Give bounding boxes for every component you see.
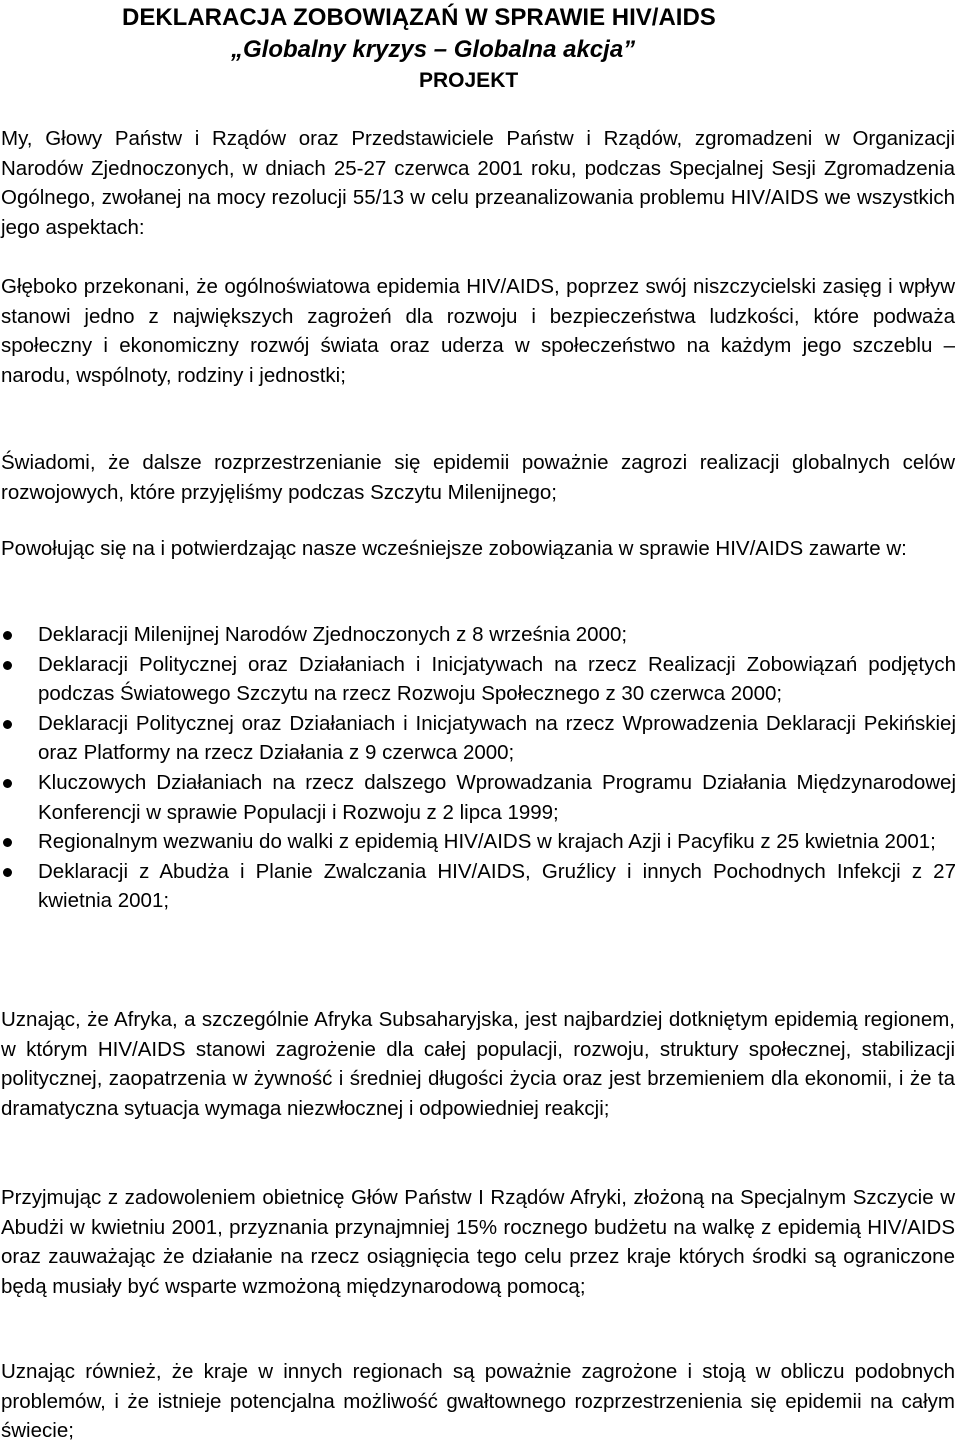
bullet-icon [3,661,12,670]
list-item [0,827,956,857]
list-item-text: Deklaracji Politycznej oraz Działaniach i Inicjatywach na rzecz Realizacji Zobowiązań podjętych podczas Światowego Szczytu na rzecz Rozwoju Społecznego z 30 czerwca 2000; [38,652,956,706]
commitments-list [0,620,956,916]
paragraph-recalling: Powołując się na i potwierdzając nasze wcześniejsze zobowiązania w sprawie HIV/AIDS zawarte w: [1,537,907,560]
bullet-icon [3,631,12,640]
paragraph-aware: Świadomi, że dalsze rozprzestrzenianie się epidemii poważnie zagrozi realizacji globalnych celów rozwojowych, które przyjęliśmy podczas Szczytu Milenijnego; [1,451,955,504]
paragraph-africa: Uznając, że Afryka, a szczególnie Afryka Subsaharyjska, jest najbardziej dotkniętym epidemią regionem, w którym HIV/AIDS stanowi zagrożenie dla całej populacji, rozwoju, struktury społecznej, stabilizacji politycznej, zaopatrzenia w żywność i średniej długości życia oraz jest brzemieniem dla ekonomii, i że ta dramatyczna sytuacja wymaga niezwłocznej i odpowiedniej reakcji; [1,1008,955,1120]
list-item [0,857,956,916]
list-item [0,709,956,768]
list-item-text: Regionalnym wezwaniu do walki z epidemią HIV/AIDS w krajach Azji i Pacyfiku z 25 kwietnia 2001; [38,830,936,854]
title-draft-label: PROJEKT [419,69,519,92]
list-item [0,620,956,650]
list-item-text: Kluczowych Działaniach na rzecz dalszego Wprowadzania Programu Działania Międzynarodowej Konferencji w sprawie Populacji i Rozwoju z 2 lipca 1999; [38,770,956,824]
title-main: DEKLARACJA ZOBOWIĄZAŃ W SPRAWIE HIV/AIDS [122,4,716,31]
list-item [0,768,956,827]
document-title [0,2,960,96]
paragraph-deeply-convinced: Głęboko przekonani, że ogólnoświatowa epidemia HIV/AIDS, poprzez swój niszczycielski zasięg i wpływ stanowi jedno z największych zagrożeń dla rozwoju i bezpieczeństwa ludzkości, które podważa społeczny i ekonomiczny rozwój świata oraz uderza w społeczeństwo na każdym jego szczeblu – narodu, wspólnoty, rodziny i jednostki; [1,275,955,387]
list-item [0,650,956,709]
paragraph-welcoming-pledge: Przyjmując z zadowoleniem obietnicę Głów Państw I Rządów Afryki, złożoną na Specjalnym Szczycie w Abudżi w kwietniu 2001, przyznania przynajmniej 15% rocznego budżetu na walkę z epidemią HIV/AIDS oraz zauważając że działanie na rzecz osiągnięcia tego celu przez kraje których środki są ograniczone będą musiały być wsparte wzmożoną międzynarodową pomocą; [1,1186,955,1298]
paragraph-preamble: My, Głowy Państw i Rządów oraz Przedstawiciele Państw i Rządów, zgromadzeni w Organizacji Narodów Zjednoczonych, w dniach 25-27 czerwca 2001 roku, podczas Specjalnej Sesji Zgromadzenia Ogólnego, zwołanej na mocy rezolucji 55/13 w celu przeanalizowania problemu HIV/AIDS we wszystkich jego aspektach: [1,127,955,239]
bullet-icon [3,779,12,788]
title-subtitle: „Globalny kryzys – Globalna akcja” [231,36,636,63]
list-item-text: Deklaracji Milenijnej Narodów Zjednoczonych z 8 września 2000; [38,623,628,646]
list-item-text: Deklaracji z Abudża i Planie Zwalczania HIV/AIDS, Gruźlicy i innych Pochodnych Infekcji z 27 kwietnia 2001; [38,859,956,913]
bullet-icon [3,720,12,729]
paragraph-other-regions: Uznając również, że kraje w innych regionach są poważnie zagrożone i stoją w obliczu podobnych problemów, i że istnieje potencjalna możliwość gwałtownego rozprzestrzenienia się epidemii na całym świecie; [1,1360,955,1443]
bullet-icon [3,868,12,877]
list-item-text: Deklaracji Politycznej oraz Działaniach i Inicjatywach na rzecz Wprowadzenia Deklaracji Pekińskiej oraz Platformy na rzecz Działania z 9 czerwca 2000; [38,711,956,765]
bullet-icon [3,838,12,847]
